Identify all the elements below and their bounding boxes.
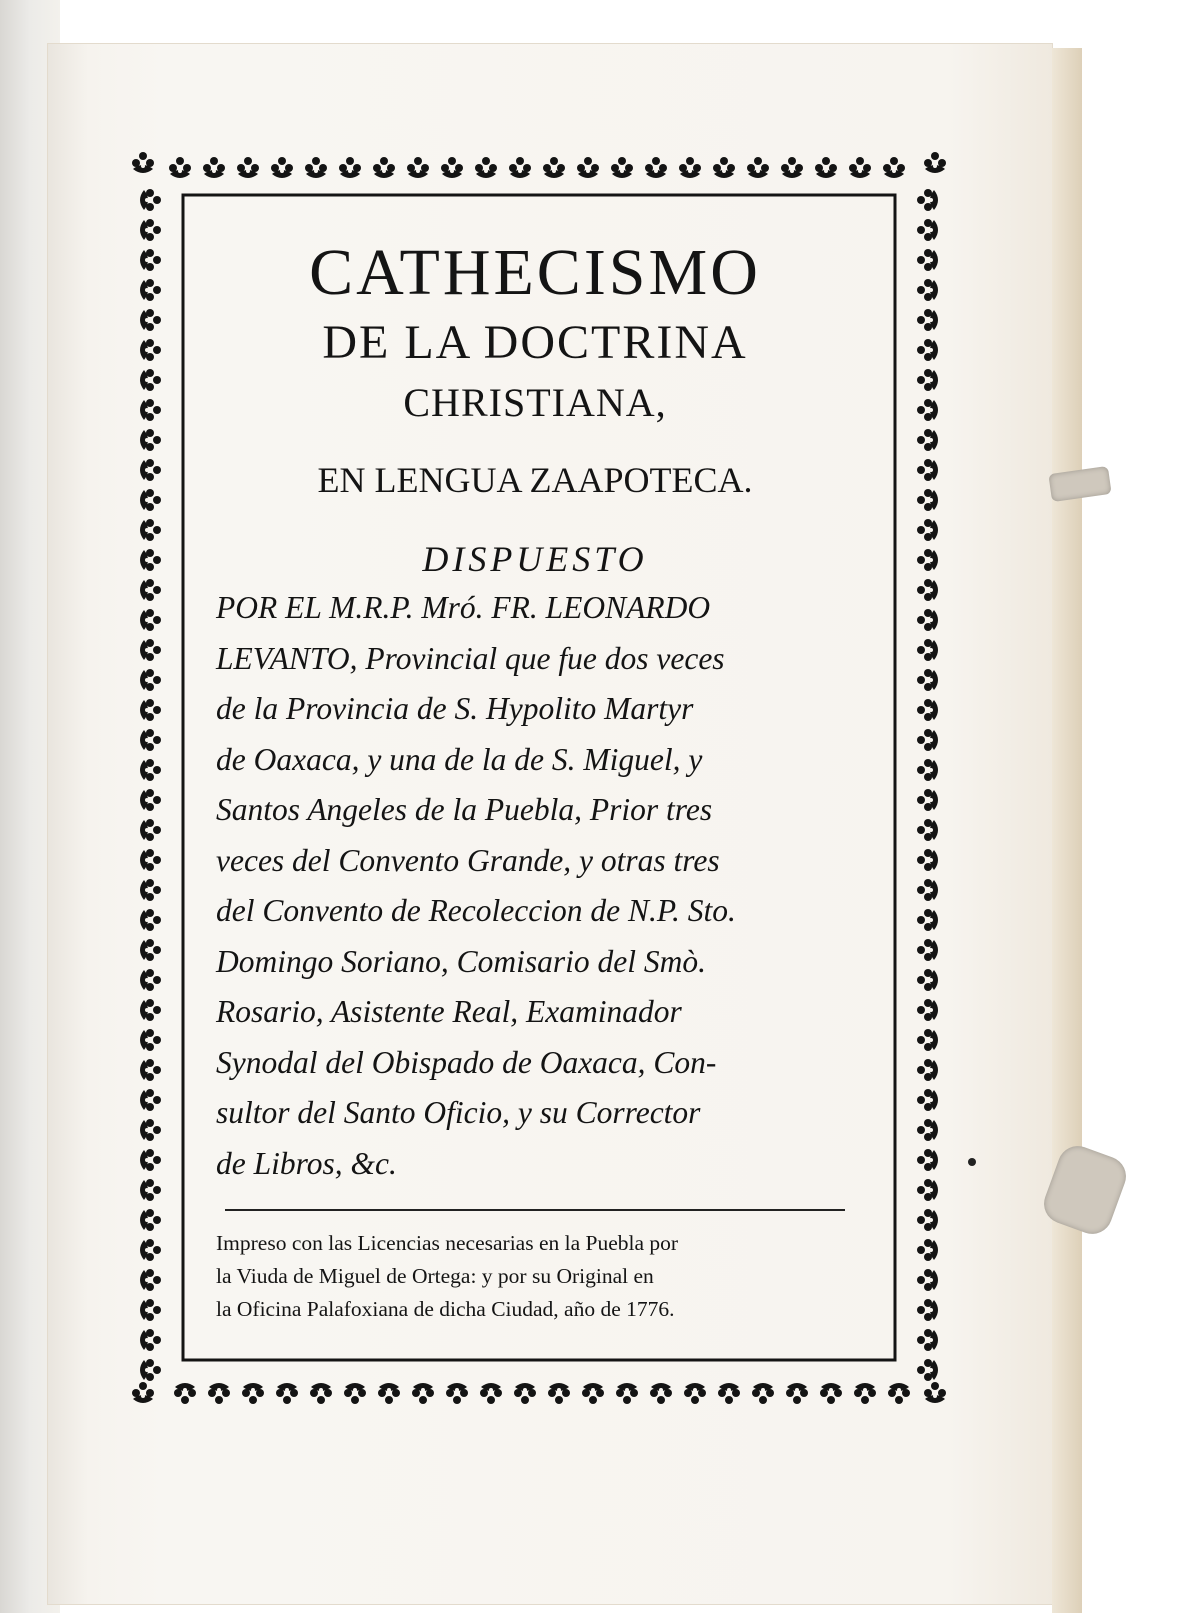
border-right — [917, 189, 938, 1381]
border-ornament — [917, 489, 938, 511]
border-ornament — [917, 669, 938, 691]
border-ornament — [140, 759, 161, 781]
border-bottom — [132, 1382, 946, 1404]
border-ornament — [543, 157, 565, 178]
border-ornament — [140, 819, 161, 841]
imprint-line: la Oficina Palafoxiana de dicha Ciudad, año de 1776. — [216, 1297, 675, 1321]
border-ornament — [917, 549, 938, 571]
border-ornament — [140, 909, 161, 931]
border-ornament — [917, 999, 938, 1021]
border-ornament — [208, 1383, 230, 1404]
border-ornament — [917, 1269, 938, 1291]
border-ornament — [713, 157, 735, 178]
border-ornament — [883, 157, 905, 178]
author-line: del Convento de Recoleccion de N.P. Sto. — [216, 893, 736, 928]
border-ornament — [378, 1383, 400, 1404]
author-line: Synodal del Obispado de Oaxaca, Con- — [216, 1044, 717, 1080]
border-ornament — [786, 1383, 808, 1404]
border-ornament — [140, 1089, 161, 1111]
border-ornament — [140, 519, 161, 541]
border-ornament — [917, 639, 938, 661]
author-description — [190, 583, 880, 1189]
border-ornament — [917, 789, 938, 811]
border-ornament — [140, 699, 161, 721]
author-line: Santos Angeles de la Puebla, Prior tres — [216, 792, 713, 827]
border-ornament — [917, 699, 938, 721]
border-ornament — [514, 1383, 536, 1404]
border-ornament — [140, 399, 161, 421]
border-ornament — [140, 969, 161, 991]
border-ornament — [140, 1239, 161, 1261]
border-ornament — [276, 1383, 298, 1404]
border-ornament — [917, 1299, 938, 1321]
border-ornament — [237, 157, 259, 178]
border-ornament — [917, 249, 938, 271]
border-ornament — [849, 157, 871, 178]
imprint-line: la Viuda de Miguel de Ortega: y por su Original en — [216, 1264, 654, 1288]
title-line-1: CATHECISMO — [309, 236, 761, 309]
border-ornament — [140, 1059, 161, 1081]
border-ornament — [679, 157, 701, 178]
border-ornament — [140, 1269, 161, 1291]
border-ornament — [917, 339, 938, 361]
border-ornament — [616, 1383, 638, 1404]
title-line-4: EN LENGUA ZAAPOTECA. — [317, 460, 753, 500]
border-ornament — [373, 157, 395, 178]
border-ornament — [140, 459, 161, 481]
border-ornament — [140, 1359, 161, 1381]
border-ornament — [140, 249, 161, 271]
imprint-line: Impreso con las Licencias necesarias en la Puebla por — [216, 1231, 679, 1255]
border-ornament — [169, 157, 191, 178]
border-ornament — [140, 789, 161, 811]
border-ornament — [645, 157, 667, 178]
border-ornament — [140, 1029, 161, 1051]
border-top — [132, 152, 946, 178]
border-ornament — [271, 157, 293, 178]
divider-rule — [225, 1209, 845, 1211]
border-ornament — [917, 459, 938, 481]
border-ornament — [140, 489, 161, 511]
title-page-text — [190, 205, 880, 1326]
border-ornament — [203, 157, 225, 178]
border-ornament — [140, 279, 161, 301]
ink-dot — [968, 1158, 976, 1166]
border-ornament — [412, 1383, 434, 1404]
border-ornament — [140, 189, 161, 211]
author-line: POR EL M.R.P. Mró. FR. LEONARDO — [216, 590, 711, 625]
border-ornament — [140, 1209, 161, 1231]
border-ornament — [140, 1119, 161, 1141]
border-ornament — [747, 157, 769, 178]
border-ornament — [917, 369, 938, 391]
border-ornament — [174, 1383, 196, 1404]
title-line-3: CHRISTIANA, — [403, 380, 667, 425]
border-ornament — [305, 157, 327, 178]
dispuesto-heading: DISPUESTO — [422, 539, 648, 579]
border-ornament — [917, 1119, 938, 1141]
border-ornament — [917, 1029, 938, 1051]
border-ornament — [781, 157, 803, 178]
border-ornament — [854, 1383, 876, 1404]
border-ornament — [132, 1382, 154, 1403]
border-ornament — [441, 157, 463, 178]
border-ornament — [924, 1382, 946, 1403]
border-ornament — [140, 1149, 161, 1171]
author-line: LEVANTO, Provincial que fue dos veces — [216, 640, 725, 676]
author-line: veces del Convento Grande, y otras tres — [216, 842, 720, 878]
author-line: sultor del Santo Oficio, y su Corrector — [216, 1095, 701, 1130]
border-ornament — [140, 639, 161, 661]
border-ornament — [917, 399, 938, 421]
border-ornament — [820, 1383, 842, 1404]
border-ornament — [684, 1383, 706, 1404]
border-ornament — [132, 152, 154, 173]
border-ornament — [344, 1383, 366, 1404]
border-ornament — [917, 849, 938, 871]
border-ornament — [752, 1383, 774, 1404]
border-ornament — [140, 939, 161, 961]
border-ornament — [140, 219, 161, 241]
border-ornament — [888, 1383, 910, 1404]
author-line: Domingo Soriano, Comisario del Smò. — [216, 943, 707, 979]
border-ornament — [917, 1209, 938, 1231]
title-line-2: DE LA DOCTRINA — [322, 316, 748, 369]
border-ornament — [917, 759, 938, 781]
border-ornament — [140, 339, 161, 361]
border-ornament — [577, 157, 599, 178]
border-ornament — [339, 157, 361, 178]
border-ornament — [917, 1149, 938, 1171]
border-ornament — [917, 609, 938, 631]
border-ornament — [917, 819, 938, 841]
border-ornament — [917, 1359, 938, 1381]
border-ornament — [582, 1383, 604, 1404]
border-ornament — [140, 309, 161, 331]
border-ornament — [407, 157, 429, 178]
border-ornament — [140, 1329, 161, 1351]
border-ornament — [917, 1239, 938, 1261]
border-ornament — [917, 879, 938, 901]
border-ornament — [509, 157, 531, 178]
border-left — [140, 189, 161, 1381]
border-ornament — [917, 519, 938, 541]
border-ornament — [924, 152, 946, 173]
border-ornament — [548, 1383, 570, 1404]
border-ornament — [718, 1383, 740, 1404]
imprint — [190, 1227, 880, 1326]
border-ornament — [140, 1179, 161, 1201]
author-line: de la Provincia de S. Hypolito Martyr — [216, 691, 694, 726]
border-ornament — [815, 157, 837, 178]
border-ornament — [917, 309, 938, 331]
border-ornament — [917, 939, 938, 961]
border-ornament — [611, 157, 633, 178]
border-ornament — [242, 1383, 264, 1404]
border-ornament — [917, 1059, 938, 1081]
border-ornament — [917, 1089, 938, 1111]
border-ornament — [917, 429, 938, 451]
border-ornament — [917, 279, 938, 301]
border-ornament — [917, 1179, 938, 1201]
border-ornament — [140, 999, 161, 1021]
author-line: Rosario, Asistente Real, Examinador — [216, 994, 682, 1029]
border-ornament — [140, 729, 161, 751]
border-ornament — [140, 429, 161, 451]
border-ornament — [140, 669, 161, 691]
author-line: de Oaxaca, y una de la de S. Miguel, y — [216, 741, 703, 777]
border-ornament — [475, 157, 497, 178]
border-ornament — [917, 909, 938, 931]
border-ornament — [140, 609, 161, 631]
border-ornament — [446, 1383, 468, 1404]
border-ornament — [917, 729, 938, 751]
border-ornament — [140, 549, 161, 571]
border-ornament — [140, 579, 161, 601]
border-ornament — [650, 1383, 672, 1404]
border-ornament — [917, 219, 938, 241]
author-line: de Libros, &c. — [216, 1145, 397, 1181]
border-ornament — [310, 1383, 332, 1404]
border-ornament — [140, 879, 161, 901]
border-ornament — [140, 849, 161, 871]
border-ornament — [917, 189, 938, 211]
border-ornament — [480, 1383, 502, 1404]
border-ornament — [917, 969, 938, 991]
border-ornament — [140, 1299, 161, 1321]
border-ornament — [917, 579, 938, 601]
border-ornament — [917, 1329, 938, 1351]
border-ornament — [140, 369, 161, 391]
